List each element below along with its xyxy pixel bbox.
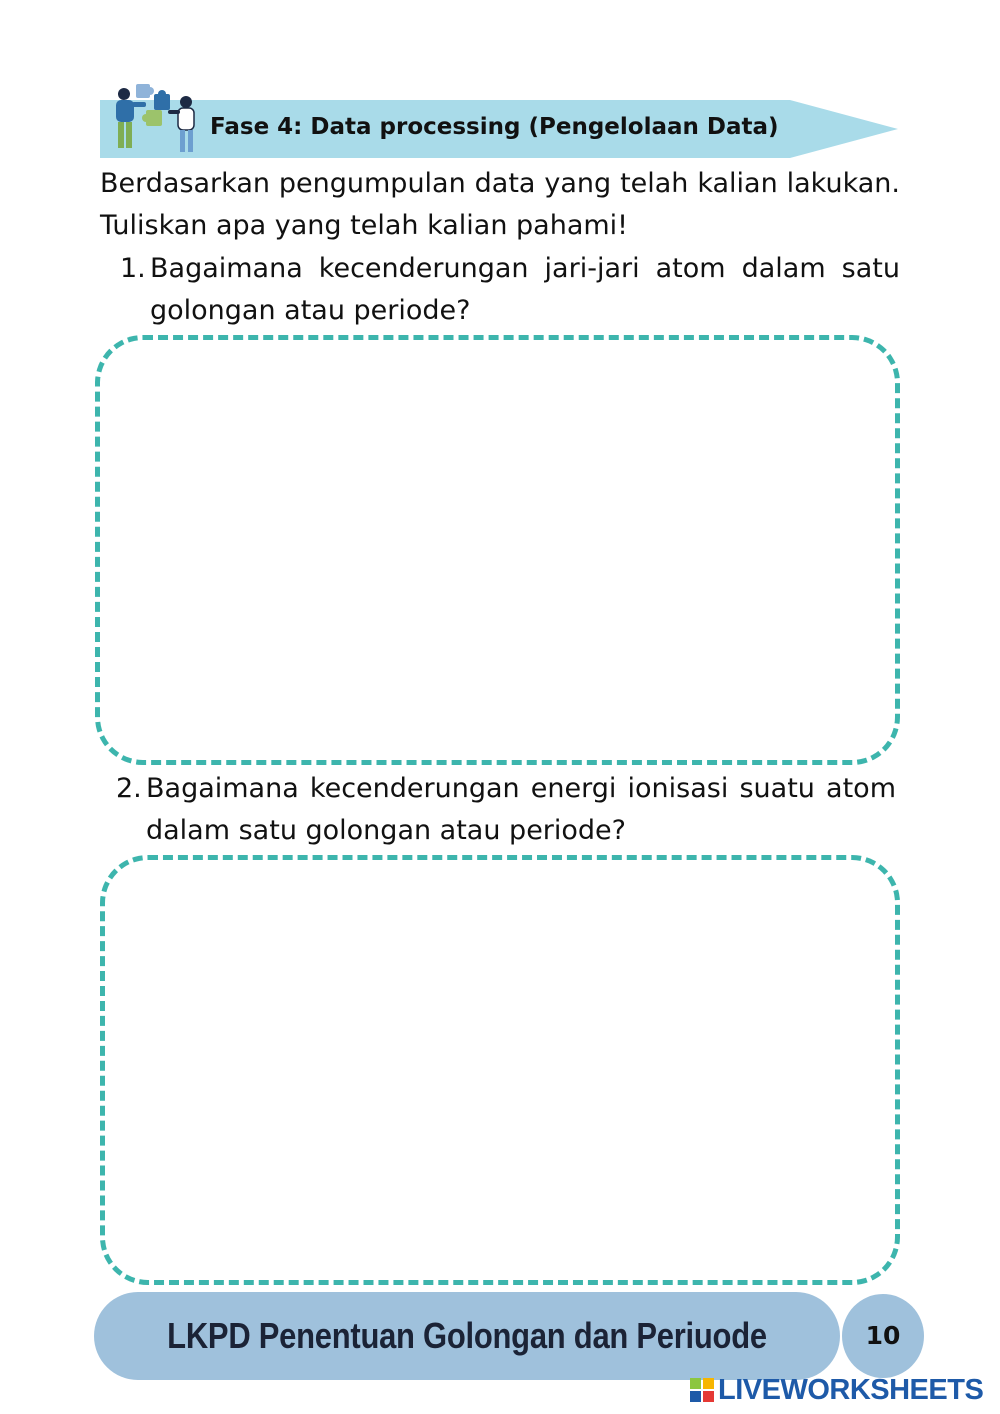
- question-text: Bagaimana kecenderungan jari-jari atom dalam satu golongan atau periode?: [150, 253, 900, 326]
- intro-paragraph: Berdasarkan pengumpulan data yang telah kalian lakukan. Tuliskan apa yang telah kalian pahami!: [100, 168, 900, 241]
- person-right-figure: [168, 96, 194, 152]
- footer-bar: [94, 1292, 840, 1380]
- liveworksheets-logo-icon: [690, 1378, 714, 1402]
- answer-box-2[interactable]: [100, 855, 900, 1285]
- footer-title: LKPD Penentuan Golongan dan Periuode: [167, 1315, 767, 1356]
- phase-banner: [100, 100, 900, 158]
- question-text: Bagaimana kecenderungan energi ionisasi suatu atom dalam satu golongan atau periode?: [146, 773, 896, 846]
- page-number: 10: [865, 1321, 901, 1350]
- team-puzzle-illustration: [106, 80, 202, 158]
- page-number-badge: [842, 1294, 924, 1378]
- watermark-text: LIVEWORKSHEETS: [718, 1373, 984, 1406]
- puzzle-piece-icon: [142, 110, 162, 126]
- answer-box-1[interactable]: [95, 335, 900, 765]
- phase-title: Fase 4: Data processing (Pengelolaan Data): [210, 114, 779, 140]
- puzzle-piece-icon: [154, 90, 170, 110]
- question-number: 1.: [120, 253, 146, 284]
- liveworksheets-watermark: [690, 1374, 983, 1406]
- puzzle-piece-icon: [136, 84, 154, 98]
- question-number: 2.: [116, 773, 142, 804]
